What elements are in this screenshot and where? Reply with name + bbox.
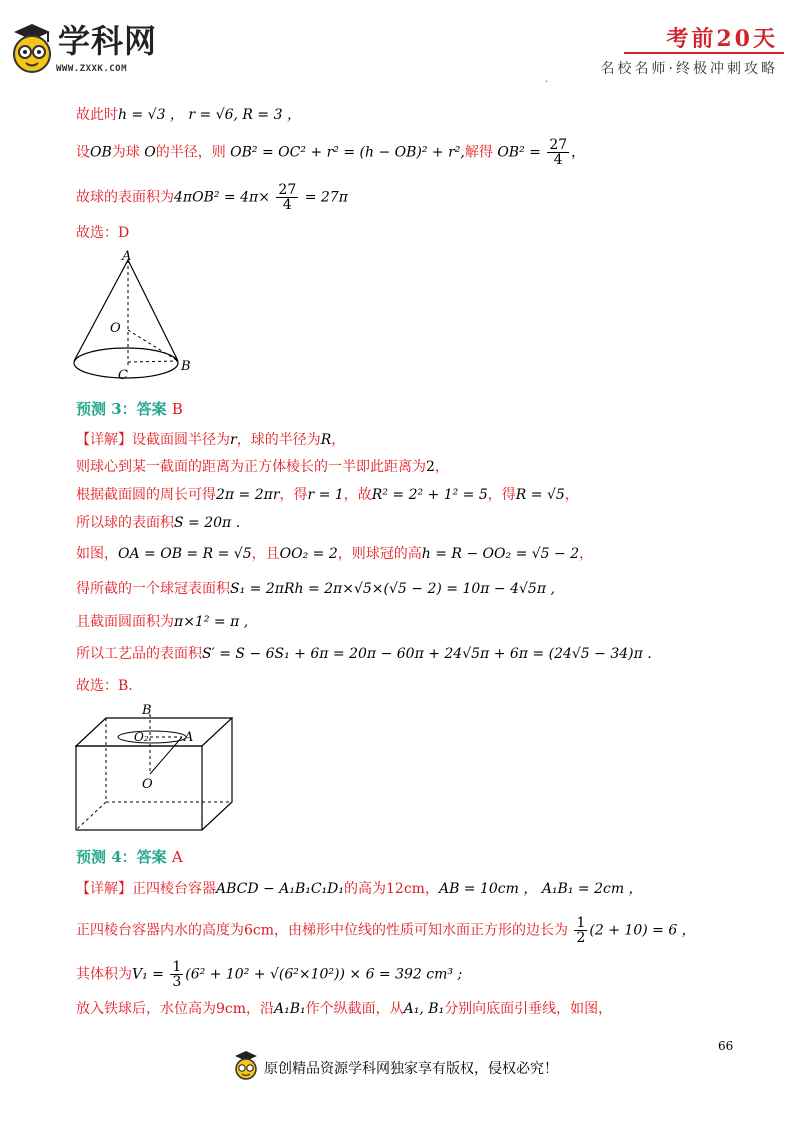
cone-figure <box>70 248 200 386</box>
prediction-3-heading: 预测 3：答案 B <box>76 400 183 418</box>
owl-mascot-icon <box>8 22 56 74</box>
logo-url: WWW.ZXXK.COM <box>56 64 128 74</box>
box-label-o: O <box>142 777 153 792</box>
logo-text: 学科网 <box>58 22 158 60</box>
box-figure <box>72 700 252 834</box>
text-line-4: 故选：D <box>76 225 130 241</box>
header-title: 考前20天 <box>666 26 778 52</box>
cone-label-o: O <box>110 321 121 336</box>
header-divider <box>624 52 784 54</box>
detail-3-line-3: 根据截面圆的周长可得2π = 2πr，得r = 1，故R² = 2² + 1² = 5，得R = √5， <box>76 487 579 503</box>
owl-footer-icon <box>232 1050 260 1080</box>
text-line-3: 故球的表面积为4πOB² = 4π× $\frac{27}{4}$ = 27π <box>76 182 348 213</box>
decorative-dot: . <box>545 74 549 85</box>
detail-3-line-8: 所以工艺品的表面积S′ = S − 6S₁ + 6π = 20π − 60π + 24√5π + 6π = (24√5 − 34)π . <box>76 646 652 662</box>
copyright-notice: 原创精品资源学科网独家享有版权，侵权必究！ <box>264 1061 558 1077</box>
detail-3-line-4: 所以球的表面积S = 20π . <box>76 515 241 531</box>
detail-3-line-9: 故选：B. <box>76 678 133 694</box>
cone-label-a: A <box>122 249 132 264</box>
detail-4-line-3: 其体积为V₁ = $\frac{1}{3}$ (6² + 10² + √(6²×10²)) × 6 = 392 cm³ ; <box>76 959 463 990</box>
detail-4-line-2: 正四棱台容器内水的高度为6cm，由梯形中位线的性质可知水面正方形的边长为 $\frac{1}{2}$ (2 + 10) = 6 ， <box>76 915 696 946</box>
detail-4-line-4: 放入铁球后，水位高为9cm，沿A₁B₁作个纵截面，从A₁, B₁分别向底面引垂线，如图， <box>76 1001 613 1017</box>
box-label-o2: O₂ <box>134 730 149 744</box>
detail-4-line-1: 【详解】正四棱台容器ABCD − A₁B₁C₁D₁的高为12cm，AB = 10cm ， A₁B₁ = 2cm ， <box>76 881 643 897</box>
detail-3-line-2: 则球心到某一截面的距离为正方体棱长的一半即此距离为2， <box>76 459 449 475</box>
cone-label-c: C <box>118 368 128 383</box>
text-line-2: 设OB为球 O的半径，则 OB² = OC² + r² = (h − OB)² + r²,解得 OB² = $\frac{27}{4}$ ， <box>76 137 586 168</box>
header-subtitle: 名校名师·终极冲刺攻略 <box>600 61 778 77</box>
detail-3-line-1: 【详解】设截面圆半径为r，球的半径为R， <box>76 432 346 448</box>
cone-label-b: B <box>181 359 191 374</box>
page-number: 66 <box>718 1039 734 1053</box>
detail-3-line-7: 且截面圆面积为π×1² = π , <box>76 614 249 630</box>
prediction-4-heading: 预测 4：答案 A <box>76 848 183 866</box>
box-label-b: B <box>142 703 152 718</box>
box-label-a: A <box>184 730 194 745</box>
detail-3-line-5: 如图，OA = OB = R = √5，且OO₂ = 2，则球冠的高h = R − OO₂ = √5 − 2， <box>76 546 594 562</box>
text-line-1: 故此时h = √3 ， r = √6, R = 3 ， <box>76 107 301 123</box>
detail-3-line-6: 得所截的一个球冠表面积S₁ = 2πRh = 2π×√5×(√5 − 2) = 10π − 4√5π , <box>76 581 555 597</box>
